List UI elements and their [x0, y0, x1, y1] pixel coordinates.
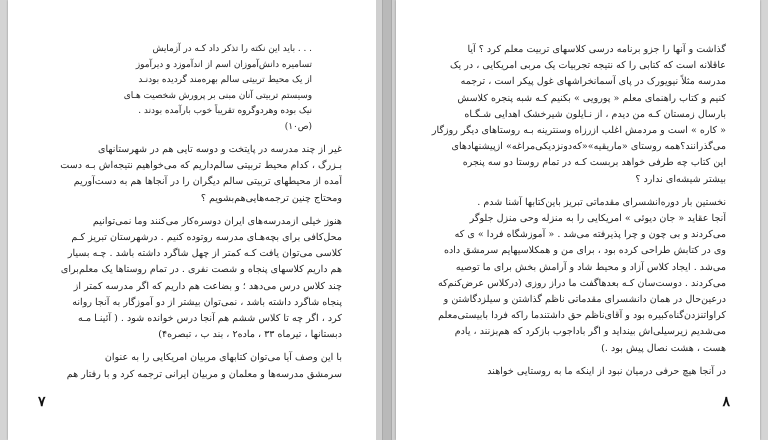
text-line: بیشتر شیشه‌ای ندارد ؟: [635, 173, 726, 185]
text-line: کنیم و کتاب راهنمای معلم « پورویی » بکنیم کـه شبه پنجره کلاسش: [457, 92, 726, 104]
text-line: . . . باید این نکته را تذکر داد کـه در آزمایش: [152, 44, 312, 54]
text-line: این کتاب چه طرفی خواهد بربست کـه در تمام روستا دو سه پنجره: [462, 157, 726, 169]
text-line: دبستانها ، تیرماه ۳۳ ، ماده۲ ، بند ب ، تبصره۴): [158, 329, 342, 341]
text-line: با این وصف آیا می‌توان کتابهای مربیان امریکایی را به عنوان: [104, 352, 342, 364]
text-line: پنجاه شاگرد داشته باشد ، نمی‌توان بیشتر از دو آموزگار به آنجا روانه: [72, 296, 342, 308]
quote-block: [42, 42, 342, 135]
text-line: محل‌کافی برای بچه‌هـای مدرسه روتوده کنیم . درشهرستان تبریز کـم: [71, 232, 342, 244]
text-line: می‌کردند . دوست‌سان کـه بعدها‌گفت ما دراز روزی (درکلاس عرض‌کنم‌که: [437, 277, 726, 289]
text-line: می‌گذرانند؟همه روستای «ماریقیه»«که‌دونزدیکی‌مراغه» ازپیشنهادهای: [451, 141, 726, 153]
page-separator: [382, 0, 392, 440]
text-line: کراواتنزدن‌گناه‌کبیره‌ بود‌ و‌ آقای‌ناظم ‌حق‌ داشتند‌ما ‌را‌که ‌فردا‌ با‌بیستی‌معلم: [438, 310, 726, 322]
text-line: هم داریم کلاسهای پنجاه و شصت نفری . در تمام روستاها یک معلم‌برای: [60, 264, 342, 276]
text-line: (ص۱۰): [284, 121, 312, 132]
text-line: می‌کردند و بی چون و چرا پذیرفته می‌شد . « آموزشگاه فردا » ی که: [454, 229, 726, 241]
page-right: [396, 0, 760, 440]
text-line: می‌شد . ایجاد کلاس آزاد و محیط شاد و آرامش بخش برای ما توصیه: [455, 261, 726, 273]
text-line: ومحتاج چنین ترجمه‌هایی‌هم‌بشویم ؟: [200, 192, 342, 204]
text-line: بارسال زمستان کـه من دیدم ، از نـایلون شیرخشک اهدایی شـگـاه: [464, 108, 726, 120]
text-line: نخستین بار دوره‌انشسرای مقدماتی تبریز باین‌کتابها آشنا شدم .: [477, 196, 726, 208]
page-left-text: [42, 42, 342, 383]
text-line: چند کلاس درس می‌دهد ؛ و بضاعت هم داریم که اگر مدرسه کمتر از: [73, 280, 342, 292]
paragraph-1: [42, 142, 342, 207]
paragraph-2: [426, 195, 726, 357]
text-line: هست ، هشت نصال پیش بود .): [601, 342, 726, 354]
text-line: عاقلانه است که کتابی را که نتیجه تجربیات یک مربی امریکایی ، در یک: [449, 60, 726, 72]
text-line: کرد ، اگر چه تا کلاس ششم هم آنجا درس خوانده شود . ( آئینـا مـه: [78, 313, 342, 325]
text-line: هنوز خیلی ازمدرسه‌های ایران دوسره‌کار می‌کنند وما نمی‌توانیم: [92, 215, 342, 227]
text-line: از یک محیط تربیتی سالم بهره‌مند گردیده بودنـد: [138, 75, 312, 85]
paragraph-3: [42, 350, 342, 382]
text-line: وی در کتابش طراحی کرده بود ، برای من و همکلاسیهایم سرمشق داده: [443, 245, 726, 257]
text-line: درعین‌حال در همان دانشسرای مقدماتی ناظم گذاشتن و سیلزدگاشتن و: [443, 294, 726, 306]
page-gutter: [376, 0, 396, 440]
text-line: وسیستم تربیتی آنان مبنی بر پرورش شخصیت هـای: [123, 90, 312, 101]
text-line: غیر از چند مدرسه در پایتخت و دوسه تایی هم در شهرستانهای: [97, 144, 342, 155]
page-right-text: [426, 42, 726, 380]
paragraph-1: [426, 42, 726, 188]
text-line: آنجا عقاید « جان دیوئی » امریکایی را به منزله وحی منزل جلوگر: [469, 213, 726, 225]
page-number: ۸: [722, 394, 730, 410]
text-line: آمده از محیطهای تربیتی سالم دیگران را در آنجاها هم به دست‌آوریم: [73, 176, 342, 188]
text-line: در آنجا هیچ حرفی درمیان نبود از اینکه ما به روستایی خواهند: [487, 365, 726, 377]
text-line: نیک بوده وهردوگروه تقریباً خوب بارآمده بودند .: [138, 106, 312, 116]
text-line: مدرسه مثلاً نیویورک در پای آسمانخراشهای غول پیکر است ، ترجمه: [460, 76, 726, 88]
paragraph-2: [42, 214, 342, 344]
text-line: سرمشق مدرسه‌ها و معلمان و مربیان ایرانی ترجمه کرد و با رفتار هم: [66, 368, 342, 380]
text-line: بـزرگ ، کدام محیط تربیتی سالم‌داریم که می‌خواهیم نتیجه‌اش بـه دست: [60, 160, 342, 172]
page-left: [8, 0, 376, 440]
text-line: می‌شدیم‌ زیرسیلی‌اش‌‌ بینداید و اگر باداجوب بازکرد که هم‌بزنند ، یادم: [454, 326, 726, 338]
page-number: ۷: [38, 394, 46, 410]
text-line: « کاره » است و مردمش اغلب ازرزاه وسنترینه بـه روستاهای دیگر روزگار: [431, 125, 726, 137]
paragraph-3: [426, 364, 726, 380]
text-line: تسامیره دانش‌آموزان اسم از اندآموزد و دیرآموز: [135, 59, 312, 70]
text-line: کلاسی می‌توان یافت کـه کمتر از چهل شاگرد داشته باشد . چـه بسیار: [67, 248, 342, 260]
text-line: گذاشت و آنها را جزو برنامه درسی کلاسهای تربیت معلم کرد ؟ آیا: [467, 44, 726, 55]
